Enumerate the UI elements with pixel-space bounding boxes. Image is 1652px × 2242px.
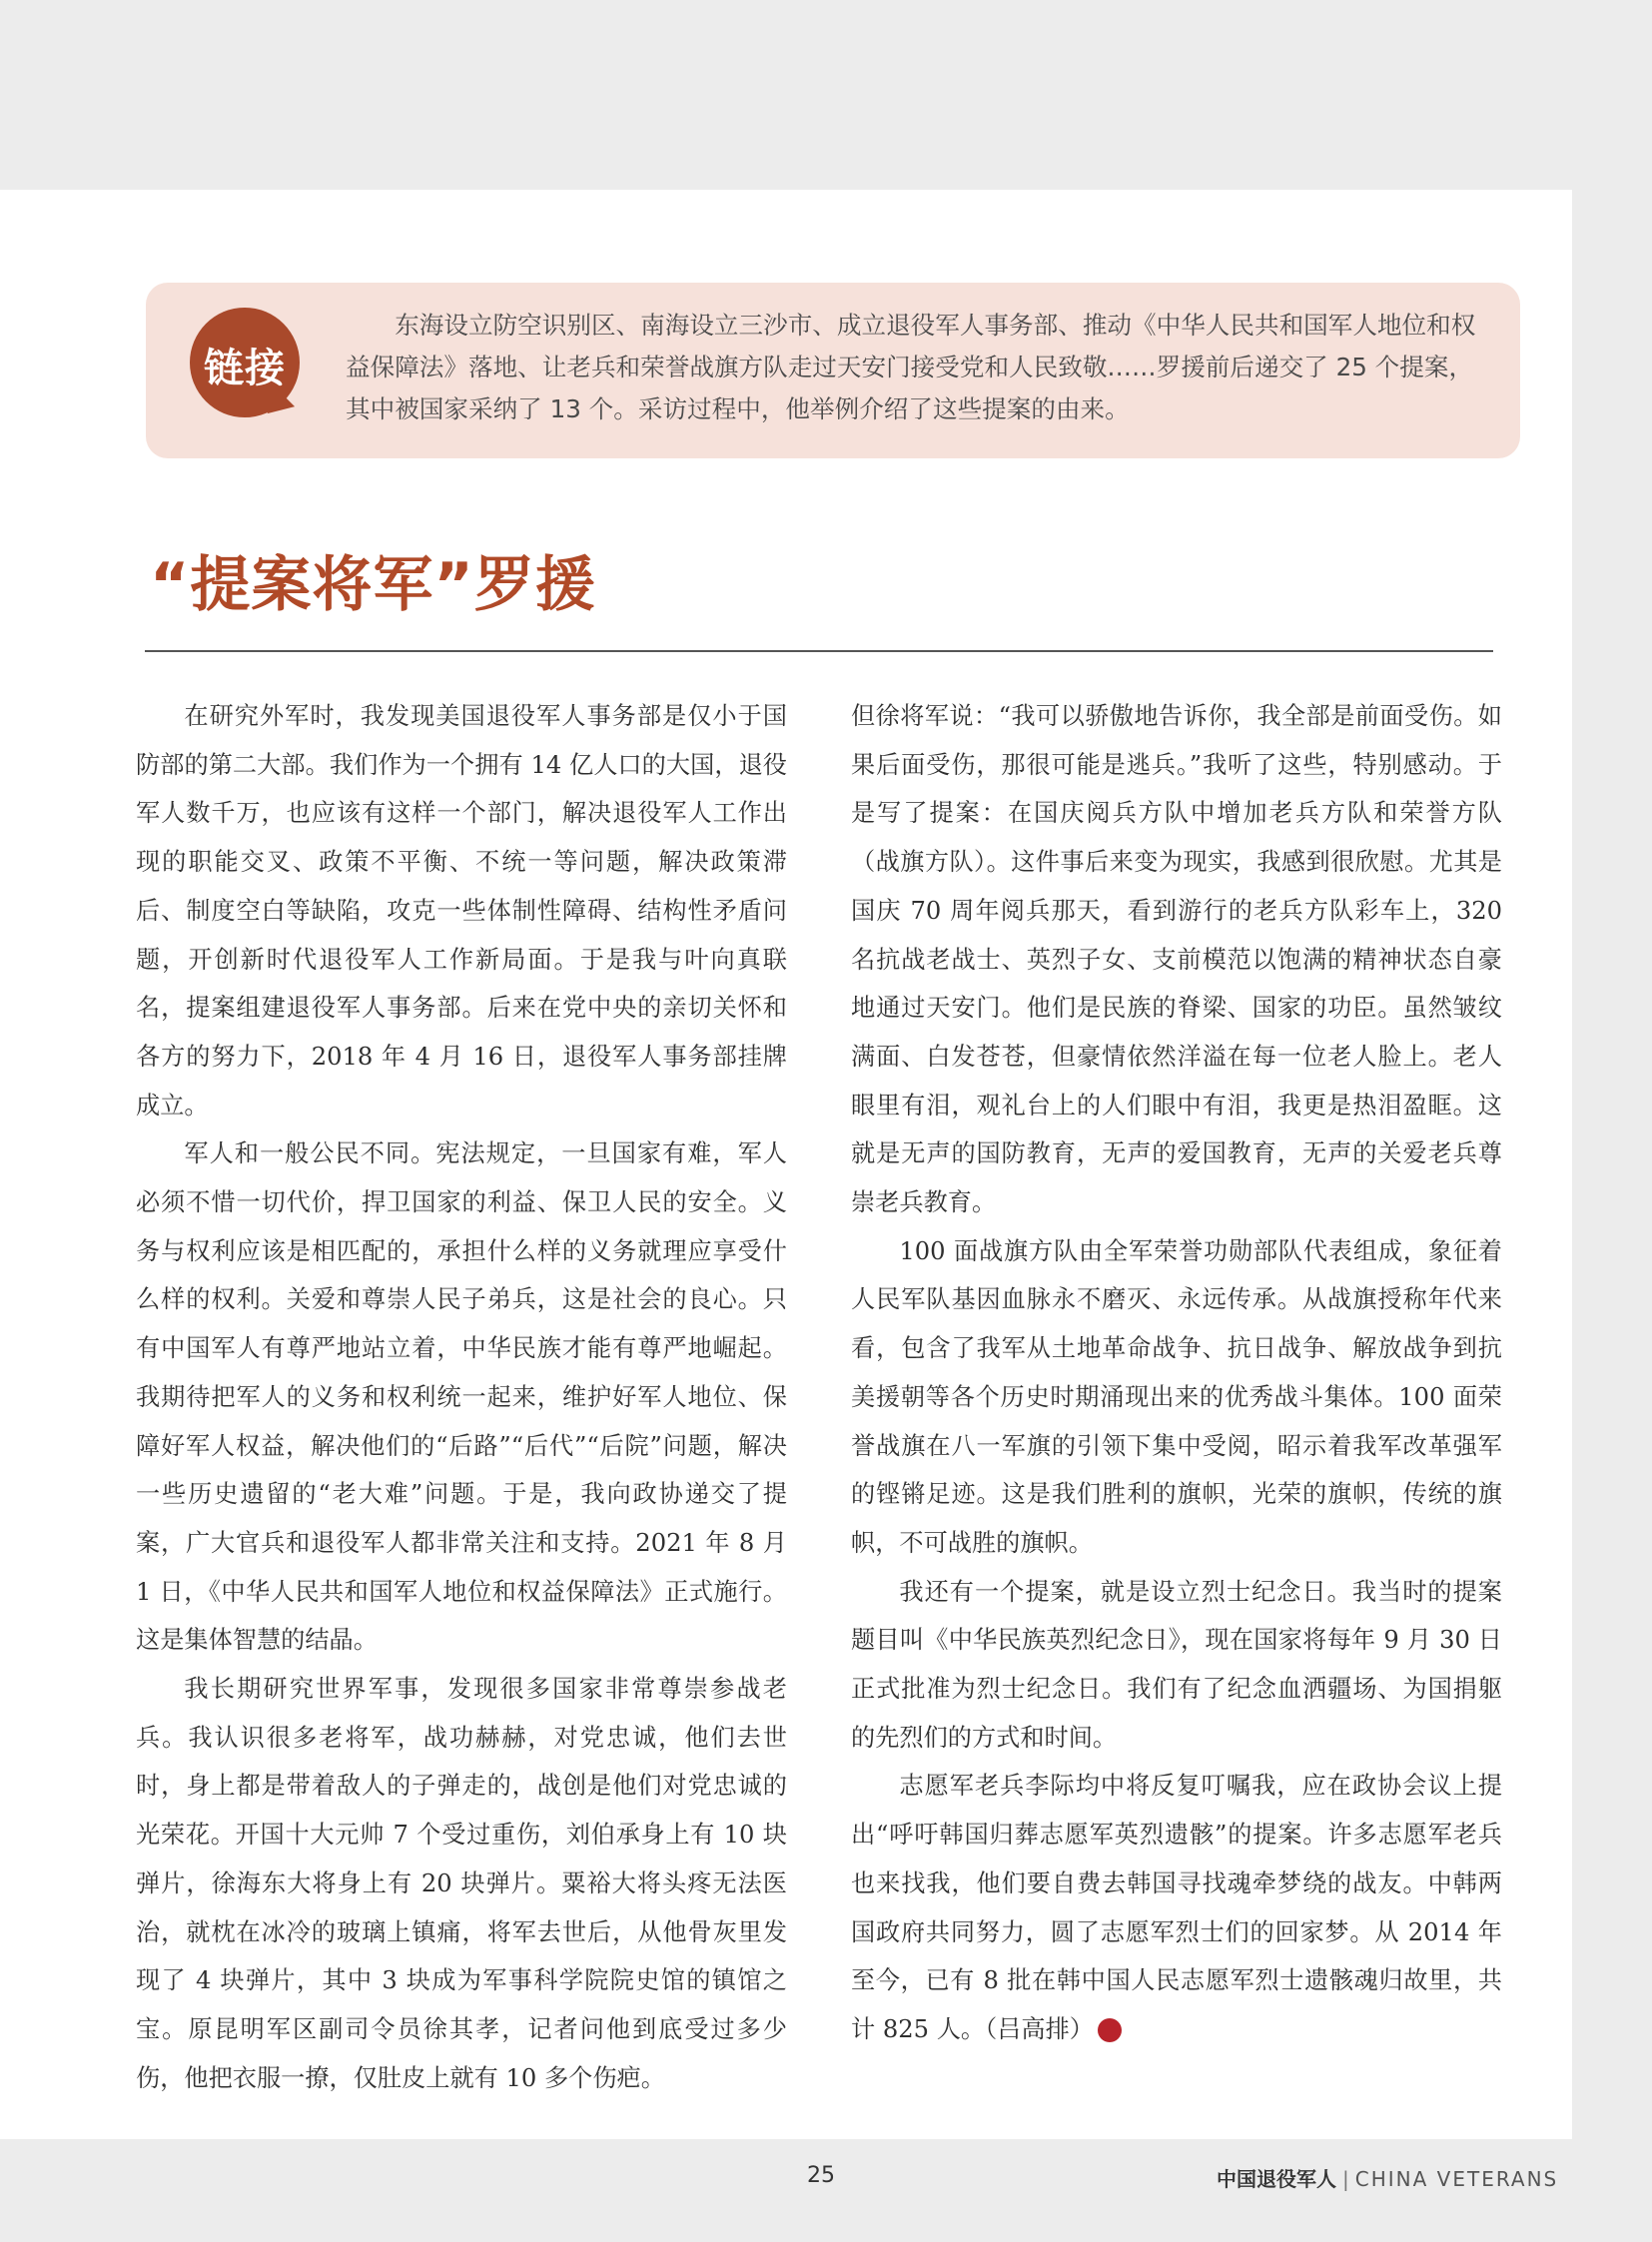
paragraph: 我还有一个提案，就是设立烈士纪念日。我当时的提案题目叫《中华民族英烈纪念日》，现在国家将每年 9 月 30 日正式批准为烈士纪念日。我们有了纪念血洒疆场、为国捐躯的先烈们的方式和时间。 [851, 1577, 1502, 1752]
link-callout-box [146, 283, 1520, 458]
paragraph: 军人和一般公民不同。宪法规定，一旦国家有难，军人必须不惜一切代价，捍卫国家的利益、保卫人民的安全。义务与权利应该是相匹配的，承担什么样的义务就理应享受什么样的权利。关爱和尊崇人民子弟兵，这是社会的良心。只有中国军人有尊严地站立着，中华民族才能有尊严地崛起。我期待把军人的义务和权利统一起来，维护好军人地位、保障好军人权益，解决他们的“后路”“后代”“后院”问题，解决一些历史遗留的“老大难”问题。于是，我向政协递交了提案，广大官兵和退役军人都非常关注和支持。2021 年 8 月 1 日，《中华人民共和国军人地位和权益保障法》正式施行。这是集体智慧的结晶。 [136, 1139, 787, 1655]
magazine-name-cn: 中国退役军人 [1217, 2167, 1336, 2191]
author-byline: （吕高排） [985, 2014, 1094, 2043]
page-number: 25 [807, 2163, 835, 2188]
magazine-name-en: CHINA VETERANS [1354, 2167, 1559, 2191]
paragraph: 在研究外军时，我发现美国退役军人事务部是仅小于国防部的第二大部。我们作为一个拥有 14 亿人口的大国，退役军人数千万，也应该有这样一个部门，解决退役军人工作出现的职能交叉、政策不平衡、不统一等问题，解决政策滞后、制度空白等缺陷，攻克一些体制性障碍、结构性矛盾问题，开创新时代退役军人工作新局面。于是我与叶向真联名，提案组建退役军人事务部。后来在党中央的亲切关怀和各方的努力下，2018 年 4 月 16 日，退役军人事务部挂牌成立。 [136, 702, 787, 1120]
end-mark-icon: V [1098, 2018, 1122, 2042]
paragraph-last [851, 1762, 1502, 2053]
paragraph-continued: 但徐将军说：“我可以骄傲地告诉你，我全部是前面受伤。如果后面受伤，那很可能是逃兵。”我听了这些，特别感动。于是写了提案：在国庆阅兵方队中增加老兵方队和荣誉方队（战旗方队）。这件事后来变为现实，我感到很欣慰。尤其是国庆 70 周年阅兵那天，看到游行的老兵方队彩车上，320 名抗战老战士、英烈子女、支前模范以饱满的精神状态自豪地通过天安门。他们是民族的脊梁、国家的功臣。虽然皱纹满面、白发苍苍，但豪情依然洋溢在每一位老人脸上。老人眼里有泪，观礼台上的人们眼中有泪，我更是热泪盈眶。这就是无声的国防教育，无声的爱国教育，无声的关爱老兵尊崇老兵教育。 [851, 702, 1502, 1217]
link-badge-icon [190, 308, 300, 417]
left-column [136, 692, 787, 2102]
right-column [851, 692, 1502, 2054]
paragraph: 我长期研究世界军事，发现很多国家非常尊崇参战老兵。我认识很多老将军，战功赫赫，对党忠诚，他们去世时，身上都是带着敌人的子弹走的，战创是他们对党忠诚的光荣花。开国十大元帅 7 个受过重伤，刘伯承身上有 10 块弹片，徐海东大将身上有 20 块弹片。粟裕大将头疼无法医治，就枕在冰冷的玻璃上镇痛，将军去世后，从他骨灰里发现了 4 块弹片，其中 3 块成为军事科学院院史馆的镇馆之宝。原昆明军区副司令员徐其孝，记者问他到底受过多少伤，他把衣服一撩，仅肚皮上就有 10 多个伤疤。 [136, 1675, 787, 2092]
callout-text: 东海设立防空识别区、南海设立三沙市、成立退役军人事务部、推动《中华人民共和国军人地位和权益保障法》落地、让老兵和荣誉战旗方队走过天安门接受党和人民致敬……罗援前后递交了 25 个提案，其中被国家采纳了 13 个。采访过程中，他举例介绍了这些提案的由来。 [346, 311, 1476, 423]
magazine-name [1217, 2163, 1558, 2192]
paragraph-text: 志愿军老兵李际均中将反复叮嘱我，应在政协会议上提出“呼吁韩国归葬志愿军英烈遗骸”的提案。许多志愿军老兵也来找我，他们要自费去韩国寻找魂牵梦绕的战友。中韩两国政府共同努力，圆了志愿军烈士们的回家梦。从 2014 年至今，已有 8 批在韩中国人民志愿军烈士遗骸魂归故里，共计 825 人。 [851, 1772, 1502, 2043]
footer-separator: | [1342, 2167, 1349, 2191]
title-divider [145, 650, 1493, 652]
paragraph: 100 面战旗方队由全军荣誉功勋部队代表组成，象征着人民军队基因血脉永不磨灭、永远传承。从战旗授称年代来看，包含了我军从土地革命战争、抗日战争、解放战争到抗美援朝等各个历史时期涌现出来的优秀战斗集体。100 面荣誉战旗在八一军旗的引领下集中受阅，昭示着我军改革强军的铿锵足迹。这是我们胜利的旗帜，光荣的旗帜，传统的旗帜，不可战胜的旗帜。 [851, 1236, 1502, 1557]
page-sheet [0, 190, 1572, 2139]
link-badge-label: 链接 [204, 346, 286, 391]
article-title: “提案将军”罗援 [150, 550, 596, 620]
